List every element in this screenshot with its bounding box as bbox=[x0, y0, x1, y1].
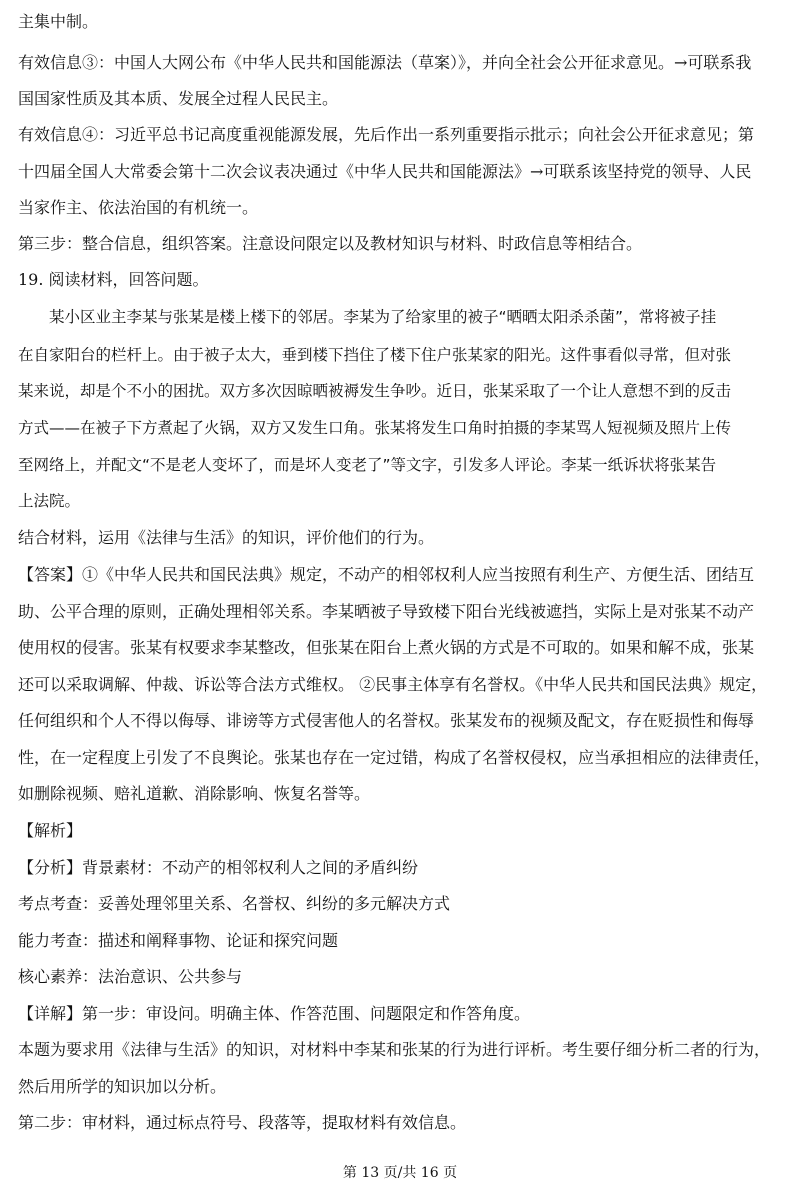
answer-line: 如删除视频、赔礼道歉、消除影响、恢复名誉等。 bbox=[18, 784, 371, 803]
analysis-line: 考点考查：妥善处理邻里关系、名誉权、纠纷的多元解决方式 bbox=[18, 894, 451, 913]
detail-line: 第二步：审材料，通过标点符号、段落等，提取材料有效信息。 bbox=[18, 1113, 467, 1132]
text-line: 有效信息④：习近平总书记高度重视能源发展，先后作出一系列重要指示批示；向社会公开征求意见；第 bbox=[18, 125, 755, 144]
answer-line: 助、公平合理的原则，正确处理相邻关系。李某晒被子导致楼下阳台光线被遮挡，实际上是对张某不动产 bbox=[18, 602, 755, 621]
text-line: 主集中制。 bbox=[18, 12, 99, 31]
analysis-line: 核心素养：法治意识、公共参与 bbox=[18, 967, 243, 986]
answer-line: 【答案】①《中华人民共和国民法典》规定，不动产的相邻权利人应当按照有利生产、方便生活、团结互 bbox=[18, 565, 755, 584]
text-line: 有效信息③：中国人大网公布《中华人民共和国能源法（草案）》，并向全社会公开征求意见。→可联系我 bbox=[18, 53, 752, 72]
material-line: 某来说，却是个不小的困扰。双方多次因晾晒被褥发生争吵。近日，张某采取了一个让人意想不到的反击 bbox=[18, 382, 732, 400]
analysis-heading: 【解析】 bbox=[18, 821, 83, 840]
answer-line: 任何组织和个人不得以侮辱、诽谤等方式侵害他人的名誉权。张某发布的视频及配文，存在贬损性和侮辱 bbox=[18, 711, 755, 730]
material-line: 某小区业主李某与张某是楼上楼下的邻居。李某为了给家里的被子“晒晒太阳杀杀菌”，常将被子挂 bbox=[18, 308, 717, 326]
answer-line: 性，在一定程度上引发了不良舆论。张某也存在一定过错，构成了名誉权侵权，应当承担相应的法律责任， bbox=[18, 748, 771, 767]
answer-line: 使用权的侵害。张某有权要求李某整改，但张某在阳台上煮火锅的方式是不可取的。如果和解不成，张某 bbox=[18, 638, 755, 657]
text-line: 国国家性质及其本质、发展全过程人民民主。 bbox=[18, 89, 339, 108]
material-line: 至网络上，并配文“不是老人变坏了，而是坏人变老了”等文字，引发多人评论。李某一纸诉状将张某告 bbox=[18, 456, 717, 474]
text-line: 第三步：整合信息，组织答案。注意设问限定以及教材知识与材料、时政信息等相结合。 bbox=[18, 234, 643, 253]
detail-line: 本题为要求用《法律与生活》的知识，对材料中李某和张某的行为进行评析。考生要仔细分析二者的行为， bbox=[18, 1040, 771, 1059]
text-line: 十四届全国人大常委会第十二次会议表决通过《中华人民共和国能源法》→可联系该坚持党的领导、人民 bbox=[18, 162, 752, 181]
material-line: 方式——在被子下方煮起了火锅，双方又发生口角。张某将发生口角时拍摄的李某骂人短视频及照片上传 bbox=[18, 419, 732, 437]
question-prompt: 结合材料，运用《法律与生活》的知识，评价他们的行为。 bbox=[18, 528, 435, 547]
page-number-footer: 第 13 页/共 16 页 bbox=[342, 1165, 458, 1181]
material-line: 在自家阳台的栏杆上。由于被子太大，垂到楼下挡住了楼下住户张某家的阳光。这件事看似寻常，但对张 bbox=[18, 346, 732, 364]
analysis-line: 【分析】背景素材：不动产的相邻权利人之间的矛盾纠纷 bbox=[18, 858, 419, 877]
question-heading: 19. 阅读材料，回答问题。 bbox=[18, 270, 209, 289]
detail-line: 然后用所学的知识加以分析。 bbox=[18, 1077, 227, 1096]
detail-line: 【详解】第一步：审设问。明确主体、作答范围、问题限定和作答角度。 bbox=[18, 1004, 531, 1023]
answer-line: 还可以采取调解、仲裁、诉讼等合法方式维权。 ②民事主体享有名誉权。《中华人民共和国民法典》规定， bbox=[18, 675, 768, 694]
material-line: 上法院。 bbox=[18, 492, 81, 510]
text-line: 当家作主、依法治国的有机统一。 bbox=[18, 198, 259, 217]
analysis-line: 能力考查：描述和阐释事物、论证和探究问题 bbox=[18, 931, 339, 950]
